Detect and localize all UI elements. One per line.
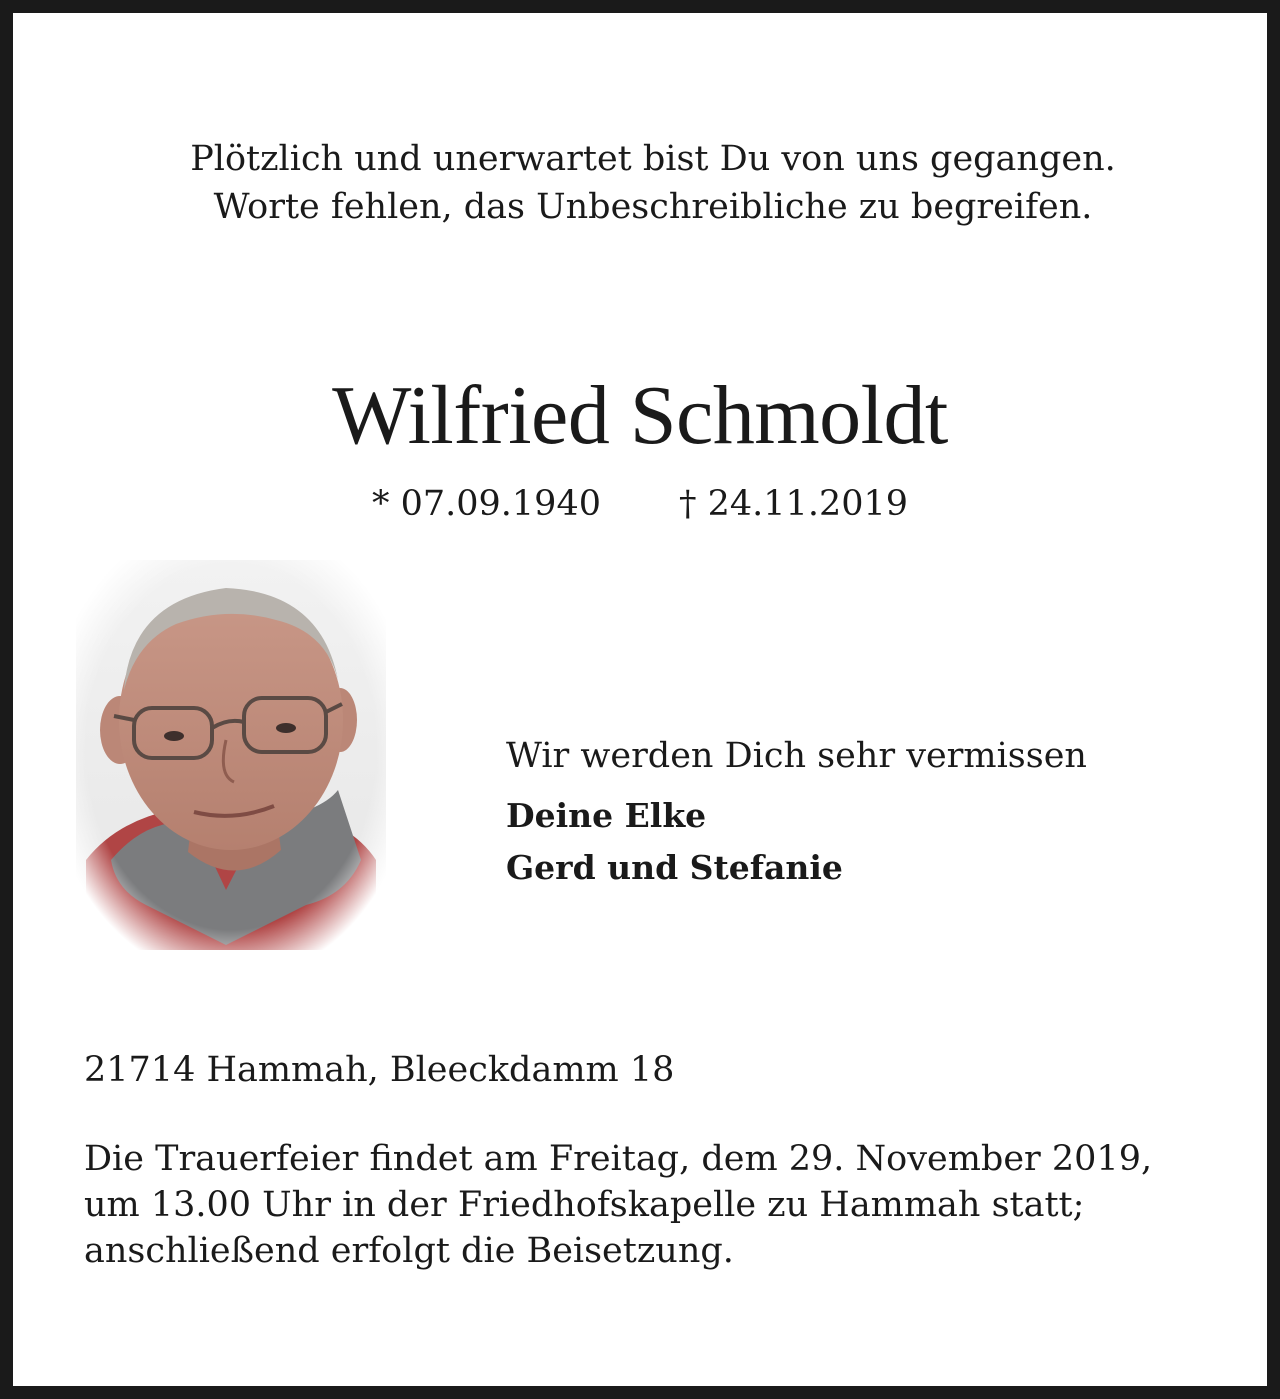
life-dates: [13, 480, 1267, 528]
signatory: Gerd und Stefanie: [506, 848, 843, 887]
ceremony-line: Die Trauerfeier findet am Freitag, dem 29. November 2019,: [84, 1139, 1153, 1179]
death-date: † 24.11.2019: [679, 484, 909, 524]
intro-line: Plötzlich und unerwartet bist Du von uns gegangen.: [190, 139, 1116, 179]
birth-date: * 07.09.1940: [371, 484, 601, 524]
ceremony-line: anschließend erfolgt die Beisetzung.: [84, 1231, 734, 1271]
ceremony-notice: [84, 1136, 1254, 1274]
intro-verse: [26, 135, 1280, 231]
farewell-message: Wir werden Dich sehr vermissen: [506, 736, 1087, 776]
intro-line: Worte fehlen, das Unbeschreibliche zu begreifen.: [213, 187, 1093, 227]
deceased-name: Wilfried Schmoldt: [332, 369, 948, 462]
closing-block: [506, 732, 1246, 894]
address: 21714 Hammah, Bleeckdamm 18: [84, 1050, 675, 1090]
portrait-photo: [76, 560, 386, 950]
signatory: Deine Elke: [506, 796, 707, 835]
ceremony-line: um 13.00 Uhr in der Friedhofskapelle zu Hammah statt;: [84, 1185, 1085, 1225]
